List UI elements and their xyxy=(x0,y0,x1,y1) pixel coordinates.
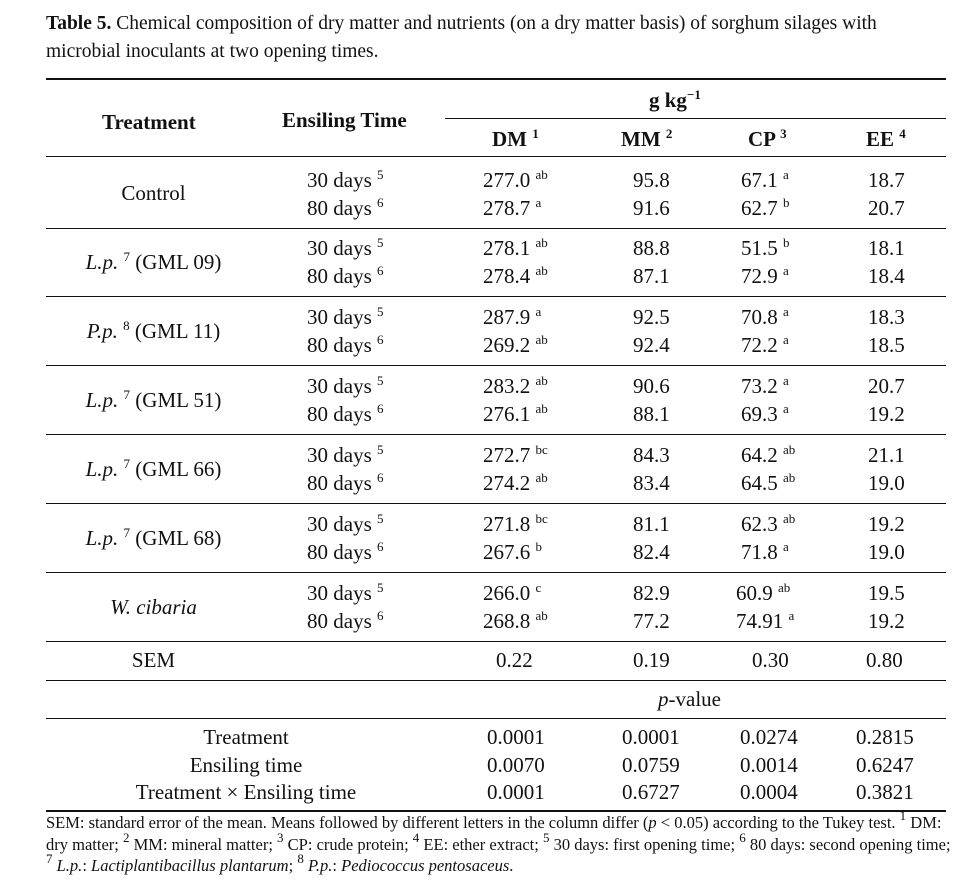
dm-cell: 276.1 $^{ab}$ xyxy=(483,401,548,426)
pvalue-row-label: Ensiling time xyxy=(189,753,303,777)
pvalue-ee: 0.6247 xyxy=(856,753,914,777)
time-30: 30 days $^5$ xyxy=(307,580,384,605)
ee-cell: 18.1 xyxy=(868,236,905,260)
cp-cell: 70.8 $^a$ xyxy=(741,304,789,329)
dm-cell: 278.1 $^{ab}$ xyxy=(483,235,548,260)
ee-cell: 19.2 xyxy=(868,512,905,536)
dm-cell: 268.8 $^{ab}$ xyxy=(483,608,548,633)
pvalue-row-label: Treatment xyxy=(203,725,289,749)
cp-cell: 67.1 $^a$ xyxy=(741,167,789,192)
mm-cell: 88.8 xyxy=(633,236,670,260)
cp-sup: 3 xyxy=(780,126,787,141)
pvalue-row-label: Treatment × Ensiling time xyxy=(135,780,357,804)
cp-cell: 64.2 $^{ab}$ xyxy=(741,442,796,467)
dm-sup: 1 xyxy=(532,126,539,141)
mm-cell: 81.1 xyxy=(633,512,670,536)
cp-cell: 62.7 $^b$ xyxy=(741,195,790,220)
ee-label: EE xyxy=(866,127,895,151)
ee-cell: 19.5 xyxy=(868,581,905,605)
ee-sup: 4 xyxy=(899,126,906,141)
cp-cell: 60.9 $^{ab}$ xyxy=(736,580,791,605)
group-rule xyxy=(46,434,946,435)
group-rule xyxy=(46,641,946,642)
mm-cell: 77.2 xyxy=(633,609,670,633)
dm-cell: 267.6 $^b$ xyxy=(483,539,542,564)
mm-sup: 2 xyxy=(665,126,673,141)
sem-dm: 0.22 xyxy=(496,648,533,672)
mm-cell: 90.6 xyxy=(633,374,670,398)
ee-cell: 20.7 xyxy=(868,196,905,220)
dm-cell: 269.2 $^{ab}$ xyxy=(483,332,548,357)
dm-cell: 277.0 $^{ab}$ xyxy=(483,167,548,192)
header-ensiling-time: Ensiling Time xyxy=(282,108,407,132)
ee-cell: 18.7 xyxy=(868,168,905,192)
table-footnote: SEM: standard error of the mean. Means followed by different letters in the column differ (p < 0.05) according to the Tukey test. $^1$ DM: dry matter; $^2$ MM: mineral matter; $^3$ CP: crude protein; $^4$ EE: ether extract; $^5$ 30 days: first opening time; $^6$ 80 days: second opening time; $^7$ L.p.: Lactiplantibacillus plantarum; $^8$ P.p.: Pediococcus pentosaceus. xyxy=(46,808,951,875)
header-unit xyxy=(649,88,701,112)
time-80: 80 days $^6$ xyxy=(307,608,384,633)
pvalue-ee: 0.3821 xyxy=(856,780,914,804)
time-80: 80 days $^6$ xyxy=(307,470,384,495)
ee-cell: 18.5 xyxy=(868,333,905,357)
ee-cell: 21.1 xyxy=(868,443,905,467)
caption-label: Table 5. xyxy=(46,13,112,34)
caption-text: Chemical composition of dry matter and nutrients (on a dry matter basis) of sorghum silages with microbial inoculants at two opening times. xyxy=(46,13,877,62)
cp-cell: 62.3 $^{ab}$ xyxy=(741,511,796,536)
group-rule xyxy=(46,503,946,504)
header-bottom-rule xyxy=(46,156,946,157)
header-ee xyxy=(866,127,906,151)
time-80: 80 days $^6$ xyxy=(307,195,384,220)
dm-cell: 272.7 $^{bc}$ xyxy=(483,442,548,467)
unit-exponent: −1 xyxy=(686,87,701,102)
cp-cell: 72.2 $^a$ xyxy=(741,332,789,357)
time-30: 30 days $^5$ xyxy=(307,442,384,467)
pvalue-dm: 0.0001 xyxy=(487,780,545,804)
header-treatment: Treatment xyxy=(102,110,196,134)
top-rule xyxy=(46,78,946,80)
time-80: 80 days $^6$ xyxy=(307,332,384,357)
group-rule xyxy=(46,228,946,229)
dm-cell: 278.4 $^{ab}$ xyxy=(483,263,548,288)
treatment-lp-gml66: L.p. $^7$ (GML 66) xyxy=(85,456,222,481)
dm-cell: 274.2 $^{ab}$ xyxy=(483,470,548,495)
pvalue-cp: 0.0014 xyxy=(740,753,798,777)
ee-cell: 18.3 xyxy=(868,305,905,329)
treatment-lp-gml51: L.p. $^7$ (GML 51) xyxy=(85,387,222,412)
pvalue-rule xyxy=(46,718,946,719)
pvalue-mm: 0.6727 xyxy=(622,780,680,804)
header-mm xyxy=(621,127,672,151)
ee-cell: 18.4 xyxy=(868,264,905,288)
ee-cell: 19.2 xyxy=(868,402,905,426)
mm-cell: 84.3 xyxy=(633,443,670,467)
ee-cell: 19.2 xyxy=(868,609,905,633)
mm-cell: 82.9 xyxy=(633,581,670,605)
pvalue-ee: 0.2815 xyxy=(856,725,914,749)
pvalue-dm: 0.0070 xyxy=(487,753,545,777)
treatment-lp-gml09: L.p. $^7$ (GML 09) xyxy=(85,249,222,274)
mm-label: MM xyxy=(621,127,661,151)
treatment-w-cibaria: W. cibaria xyxy=(110,595,197,619)
dm-cell: 266.0 $^c$ xyxy=(483,580,542,605)
header-dm xyxy=(492,127,539,151)
time-80: 80 days $^6$ xyxy=(307,539,384,564)
sem-label: SEM xyxy=(131,648,176,672)
pvalue-dm: 0.0001 xyxy=(487,725,545,749)
treatment-control: Control xyxy=(121,181,186,205)
ee-cell: 20.7 xyxy=(868,374,905,398)
unit-underline xyxy=(445,118,946,119)
group-rule xyxy=(46,365,946,366)
mm-cell: 88.1 xyxy=(633,402,670,426)
mm-cell: 92.4 xyxy=(633,333,670,357)
time-80: 80 days $^6$ xyxy=(307,263,384,288)
cp-cell: 71.8 $^a$ xyxy=(741,539,789,564)
pvalue-mm: 0.0759 xyxy=(622,753,680,777)
table-caption xyxy=(46,10,951,66)
header-cp xyxy=(748,127,787,151)
dm-cell: 287.9 $^a$ xyxy=(483,304,542,329)
cp-cell: 51.5 $^b$ xyxy=(741,235,790,260)
time-80: 80 days $^6$ xyxy=(307,401,384,426)
dm-cell: 283.2 $^{ab}$ xyxy=(483,373,548,398)
pvalue-header: p-value xyxy=(658,687,721,711)
cp-cell: 72.9 $^a$ xyxy=(741,263,789,288)
unit-text: g kg xyxy=(649,88,687,112)
sem-ee: 0.80 xyxy=(866,648,903,672)
sem-cp: 0.30 xyxy=(752,648,789,672)
time-30: 30 days $^5$ xyxy=(307,511,384,536)
pvalue-cp: 0.0274 xyxy=(740,725,798,749)
treatment-lp-gml68: L.p. $^7$ (GML 68) xyxy=(85,525,222,550)
mm-cell: 82.4 xyxy=(633,540,670,564)
cp-cell: 73.2 $^a$ xyxy=(741,373,789,398)
cp-cell: 74.91 $^a$ xyxy=(736,608,795,633)
pvalue-cp: 0.0004 xyxy=(740,780,798,804)
group-rule xyxy=(46,296,946,297)
group-rule xyxy=(46,572,946,573)
dm-cell: 271.8 $^{bc}$ xyxy=(483,511,548,536)
cp-label: CP xyxy=(748,127,775,151)
time-30: 30 days $^5$ xyxy=(307,167,384,192)
treatment-pp-gml11: P.p. $^8$ (GML 11) xyxy=(86,318,221,343)
time-30: 30 days $^5$ xyxy=(307,304,384,329)
mm-cell: 87.1 xyxy=(633,264,670,288)
dm-cell: 278.7 $^a$ xyxy=(483,195,542,220)
pvalue-mm: 0.0001 xyxy=(622,725,680,749)
mm-cell: 95.8 xyxy=(633,168,670,192)
time-30: 30 days $^5$ xyxy=(307,235,384,260)
mm-cell: 92.5 xyxy=(633,305,670,329)
cp-cell: 64.5 $^{ab}$ xyxy=(741,470,796,495)
ee-cell: 19.0 xyxy=(868,471,905,495)
sem-rule xyxy=(46,680,946,681)
ee-cell: 19.0 xyxy=(868,540,905,564)
cp-cell: 69.3 $^a$ xyxy=(741,401,789,426)
mm-cell: 83.4 xyxy=(633,471,670,495)
time-30: 30 days $^5$ xyxy=(307,373,384,398)
mm-cell: 91.6 xyxy=(633,196,670,220)
dm-label: DM xyxy=(492,127,527,151)
sem-mm: 0.19 xyxy=(633,648,670,672)
